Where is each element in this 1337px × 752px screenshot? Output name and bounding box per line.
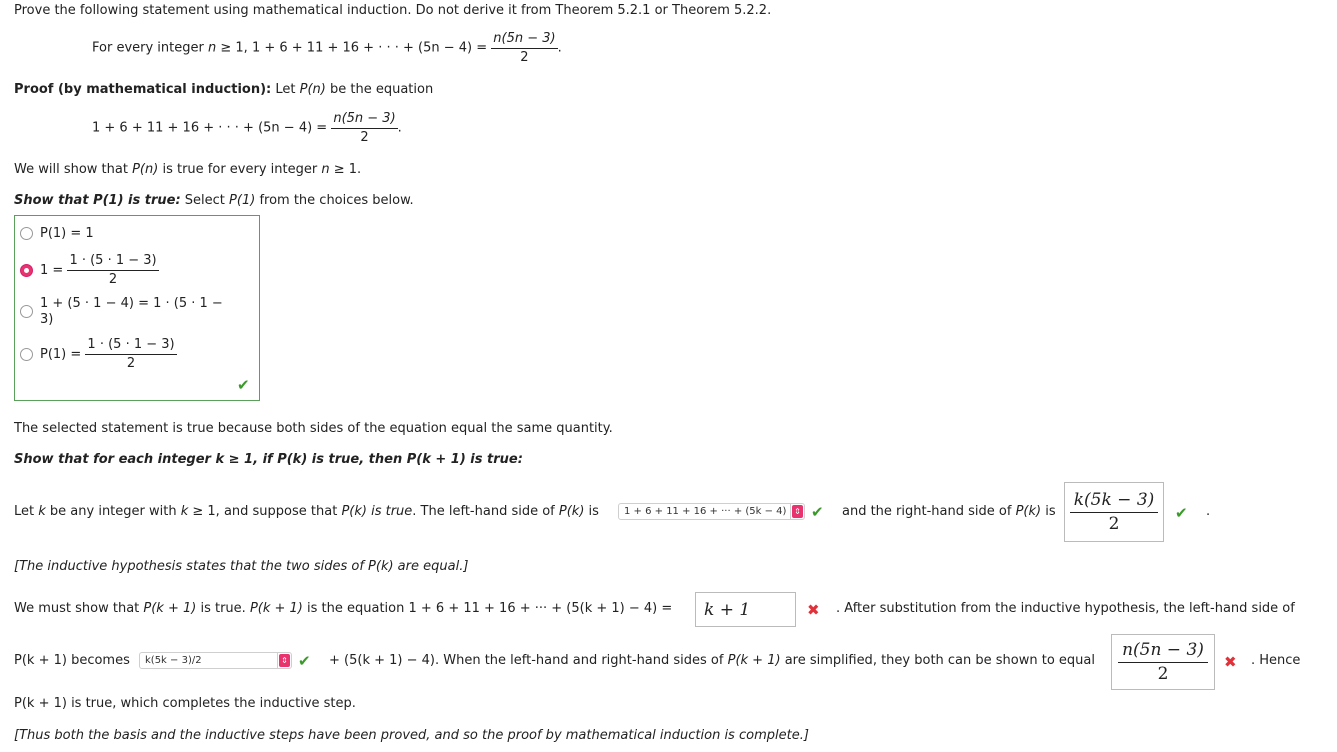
will-show-text: We will show that P(n) is true for every integer n ≥ 1. [14,162,362,177]
cross-icon: ✖ [1224,653,1237,671]
basis-heading: Show that P(1) is true: Select P(1) from the choices below. [14,193,414,208]
line1-text: Let k be any integer with k ≥ 1, and suppose that P(k) is true. The left-hand side of P(k) is [14,504,599,519]
line2-text: We must show that P(k + 1) is true. P(k + 1) is the equation 1 + 6 + 11 + 16 + ··· + (5(k + 1) − 4) = [14,601,673,616]
choice-3[interactable]: 1 + (5 · 1 − 4) = 1 · (5 · 1 − 3) [15,296,223,327]
radio-button[interactable] [20,305,33,318]
check-icon: ✔ [298,652,311,670]
check-icon: ✔ [811,503,824,521]
hypothesis-note: [The inductive hypothesis states that the two sides of P(k) are equal.] [14,559,469,574]
statement-fraction: $\frac{n(5n - 3)}{2}$ [493,31,556,65]
rhs-pk-answer-box[interactable]: $\frac{k(5k - 3)}{2}$ [1064,482,1164,542]
pk1-rhs-answer-box[interactable]: k + 1 [695,592,796,627]
basis-choices-box [14,215,260,401]
choice-1[interactable]: P(1) = 1 [15,226,94,241]
line1-rhs-text: and the right-hand side of P(k) is [842,504,1056,519]
simplified-answer-box[interactable]: $\frac{n(5n - 3)}{2}$ [1111,634,1215,690]
updown-arrow-icon: ⇕ [277,653,291,668]
proof-intro: Proof (by mathematical induction): Let P(n) be the equation [14,82,434,97]
choice-2[interactable]: 1 = $\frac{1 \cdot (5 \cdot 1 - 3)}{2}$ [15,253,159,287]
basis-reason: The selected statement is true because both sides of the equation equal the same quantity. [14,421,613,436]
line3-end: . Hence [1251,653,1301,668]
line3-start: P(k + 1) becomes [14,653,130,668]
radio-button-selected[interactable] [20,264,33,277]
line4-text: P(k + 1) is true, which completes the inductive step. [14,696,356,711]
cross-icon: ✖ [807,601,820,619]
equation-pn: 1 + 6 + 11 + 16 + · · · + (5n − 4) = $\frac{n(5n - 3)}{2}$ . [92,111,402,145]
prompt-text: Prove the following statement using mathematical induction. Do not derive it from Theorem 5.2.1 or Theorem 5.2.2. [14,3,772,18]
lhs-substitution-select[interactable]: k(5k − 3)/2 ⇕ [139,652,292,669]
lhs-pk-select[interactable]: 1 + 6 + 11 + 16 + ··· + (5k − 4) ⇕ [618,503,805,520]
line3-text: + (5(k + 1) − 4). When the left-hand and right-hand sides of P(k + 1) are simplified, they both can be shown to equal [329,653,1095,668]
line2-end-text: . After substitution from the inductive hypothesis, the left-hand side of [836,601,1295,616]
check-icon: ✔ [237,376,250,394]
check-icon: ✔ [1175,504,1188,522]
conclusion-text: [Thus both the basis and the inductive steps have been proved, and so the proof by mathematical induction is complete.] [14,728,809,743]
choice-4[interactable]: P(1) = $\frac{1 \cdot (5 \cdot 1 - 3)}{2}$ [15,337,177,371]
statement: For every integer n ≥ 1, 1 + 6 + 11 + 16 + · · · + (5n − 4) = $\frac{n(5n - 3)}{2}$ . [92,31,562,65]
radio-button[interactable] [20,227,33,240]
updown-arrow-icon: ⇕ [790,504,804,519]
inductive-heading: Show that for each integer k ≥ 1, if P(k) is true, then P(k + 1) is true: [14,452,523,467]
radio-button[interactable] [20,348,33,361]
